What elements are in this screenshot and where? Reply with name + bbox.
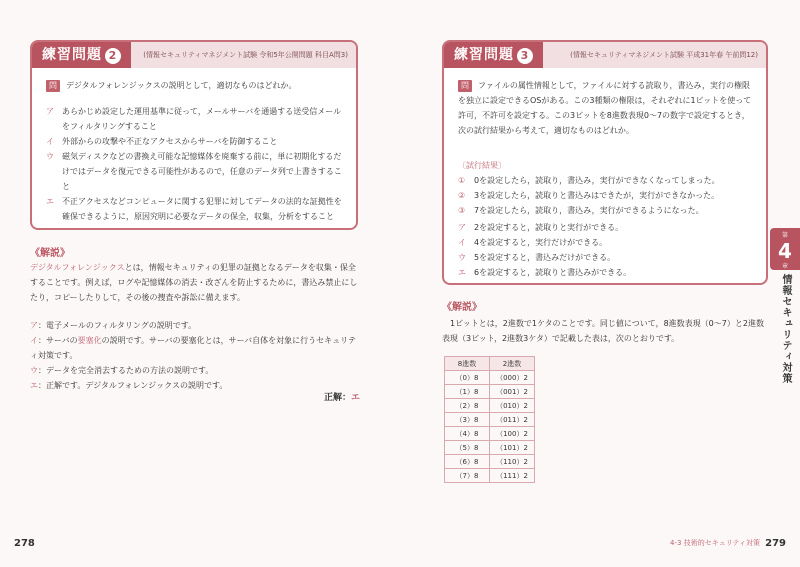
explanation-text: 1ビットとは，2進数で1ケタのことです。同じ値について，8進数表現（0～7）と2進数表現（3ビット，2進数3ケタ）で記載した表は，次のとおりです。	[442, 319, 764, 343]
section-footer: 4-3 技術的セキュリティ対策	[670, 539, 760, 547]
chapter-title: 情報セキュリティ対策	[780, 274, 791, 384]
exercise-panel-3	[442, 40, 768, 285]
trial-results	[458, 150, 756, 218]
explanation-heading: 《解説》	[442, 302, 482, 313]
exercise-number: 3	[517, 48, 533, 64]
exercise-number: 2	[105, 48, 121, 64]
trial-3: ③ 7を設定したら，読取り，書込み，実行ができるようになった。	[458, 206, 704, 215]
chapter-tab-suffix: 章	[781, 263, 788, 270]
choice-u: ウ 磁気ディスクなどの書換え可能な記憶媒体を廃棄する前に，単に初期化するだけではデータを復元できる可能性があるので，任意のデータ列で上書きすること	[46, 152, 342, 191]
table-row: （1）8 （001）2	[445, 385, 535, 399]
panel-header	[32, 42, 356, 68]
page-number-right: 279	[765, 538, 786, 549]
panel-header	[444, 42, 766, 68]
keyword-highlight: デジタルフォレンジックス	[30, 263, 125, 272]
choice-a: ア 2を設定すると，読取りと実行ができる。	[458, 223, 624, 232]
trial-1: ① 0を設定したら，読取り，書込み，実行ができなくなってしまった。	[458, 176, 720, 185]
table-row: （5）8 （101）2	[445, 441, 535, 455]
trial-label: 〔試行結果〕	[458, 161, 506, 170]
page-number-left: 278	[14, 538, 35, 549]
answer-u: ウ ：データを完全消去するための方法の説明です。	[30, 366, 214, 375]
table-row: （6）8 （110）2	[445, 455, 535, 469]
question-text: デジタルフォレンジックスの説明として，適切なものはどれか。	[66, 81, 297, 90]
choice-u: ウ 5を設定すると，書込みだけができる。	[458, 253, 616, 262]
table-row: （0）8 （000）2	[445, 371, 535, 385]
choice-i: イ 4を設定すると，実行だけができる。	[458, 238, 608, 247]
table-row: （3）8 （011）2	[445, 413, 535, 427]
table-row: （2）8 （010）2	[445, 399, 535, 413]
question-badge: 問	[458, 80, 472, 92]
choice-i: イ 外部からの攻撃や不正なアクセスからサーバを防御すること	[46, 137, 278, 146]
explanation-text: デジタルフォレンジックスとは，情報セキュリティの犯罪の証拠となるデータを収集・保全することです。例えば，ログや記憶媒体の消去・改ざんを防止するために，書込み禁止にしたり，コピーしたりして，その後の捜査や訴訟に備えます。	[30, 263, 358, 302]
table-header-row	[445, 357, 535, 371]
correct-answer: 正解：エ	[323, 393, 360, 403]
choice-list	[46, 104, 346, 224]
trial-2: ② 3を設定したら，読取りと書込みはできたが，実行ができなかった。	[458, 191, 720, 200]
header-binary: 2進数	[490, 357, 535, 371]
answer-a: ア ：電子メールのフィルタリングの説明です。	[30, 321, 197, 330]
choice-e: エ 6を設定すると，読取りと書込みができる。	[458, 268, 632, 277]
panel-title: 練習問題 2	[32, 42, 131, 68]
question-text: ファイルの属性情報として，ファイルに対する読取り，書込み，実行の権限を独立に設定できるOSがある。この3種類の権限は，それぞれに1ビットを使って許可，不許可を設定する。この3ビットを8進数表現0～7の数字で設定するとき，次の試行結果から考えて，適切なものはどれか。	[458, 81, 752, 135]
exercise-panel-2	[30, 40, 358, 230]
choice-a: ア あらかじめ設定した運用基準に従って，メールサーバを通過する送受信メールをフィルタリングすること	[46, 107, 342, 131]
chapter-tab	[770, 228, 800, 270]
answer-i: イ：サーバの要塞化の説明です。サーバの要塞化とは，サーバ自体を対象に行うセキュリティ対策です。	[30, 336, 357, 360]
choice-e: エ 不正アクセスなどコンピュータに関する犯罪に対してデータの法的な証拠性を確保できるように，原因究明に必要なデータの保全，収集，分析をすること	[46, 197, 342, 221]
panel-title: 練習問題 3	[444, 42, 543, 68]
right-page	[400, 0, 800, 567]
exam-source: (情報セキュリティマネジメント試験 平成31年春 午前問12)	[570, 51, 758, 59]
header-octal: 8進数	[445, 357, 490, 371]
table-row: （4）8 （100）2	[445, 427, 535, 441]
question-badge: 問	[46, 80, 60, 92]
octal-binary-table	[444, 356, 535, 483]
question	[458, 78, 756, 138]
answer-e: エ ：正解です。デジタルフォレンジックスの説明です。	[30, 381, 228, 390]
answer-explanations	[30, 318, 360, 393]
chapter-tab-prefix: 第	[781, 232, 788, 239]
question	[46, 78, 346, 93]
table-row: （7）8 （111）2	[445, 469, 535, 483]
choice-list	[458, 220, 756, 280]
chapter-tab-number: 4	[778, 239, 792, 263]
explanation-heading: 《解説》	[30, 248, 70, 259]
exam-source: (情報セキュリティマネジメント試験 令和5年公開問題 科目A問3)	[143, 51, 348, 59]
